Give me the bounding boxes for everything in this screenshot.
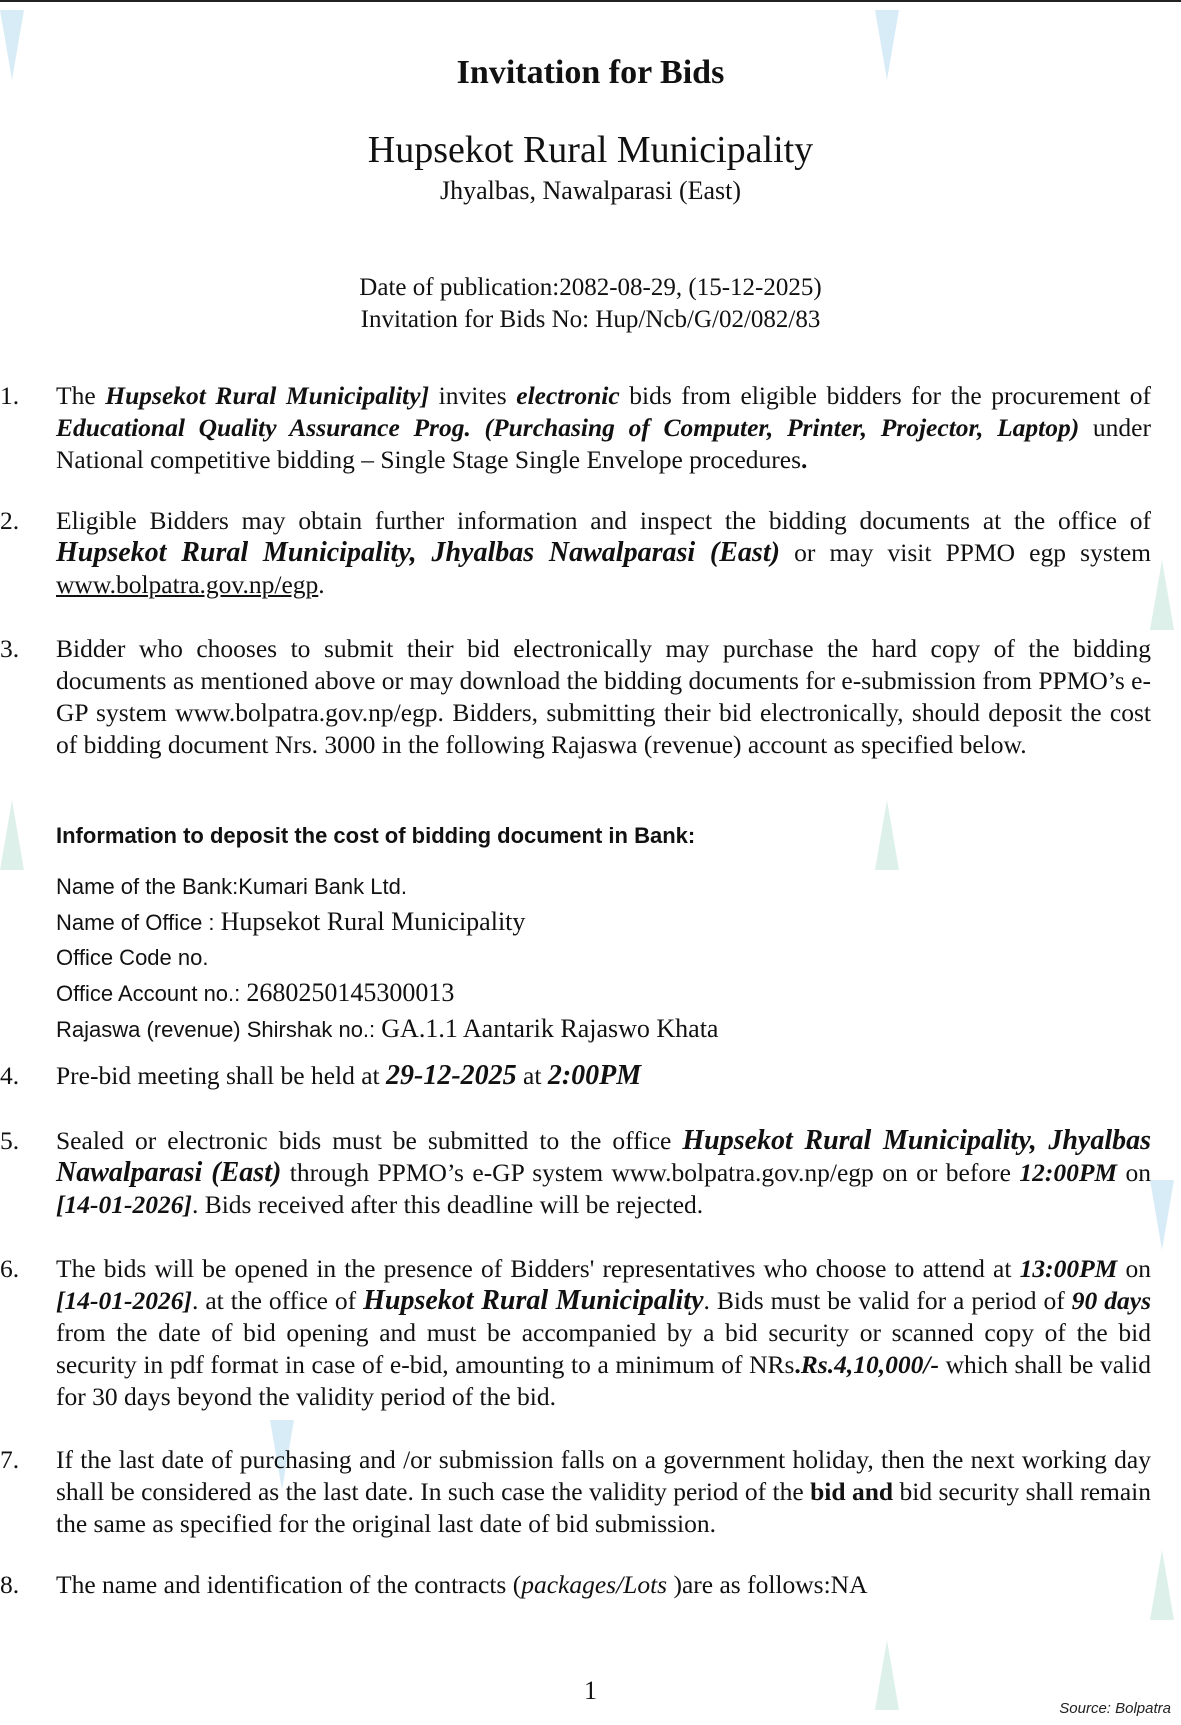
text-run: 90 days [1071,1286,1152,1315]
clause-8 [0,1569,1151,1601]
text-run: on [1117,1158,1152,1187]
office-account [56,975,1146,1011]
ifb-number: Invitation for Bids No: Hup/Ncb/G/02/082/83 [360,306,821,333]
text-run: which shall be valid for 30 days beyond the validity period of the bid. [56,1350,1151,1411]
text-run: The [56,381,106,410]
clause-text [56,1569,1151,1601]
field-value: GA.1.1 Aantarik Rajaswo Khata [381,1014,719,1043]
text-run: The bids will be opened in the presence of Bidders' representatives who choose to attend at [56,1254,1020,1283]
field-label: Office Account no.: [56,981,247,1006]
text-run: from the date of bid opening and must be accompanied by a bid security or scanned copy of the bid security in pdf format in case of e-bid, amounting to a minimum of NRs [56,1318,1151,1379]
office-code: Office Code no. [56,945,209,970]
clause-text [56,380,1151,476]
text-run: . Bids must be valid for a period of [703,1286,1072,1315]
text-run: [14-01-2026] [56,1286,192,1315]
bank-heading: Information to deposit the cost of bidding document in Bank: [56,823,696,848]
clause-number: 6. [0,1254,20,1283]
text-run: Hupsekot Rural Municipality [363,1285,704,1316]
publication-date: Date of publication:2082-08-29, (15-12-2025) [359,274,822,301]
text-run: [14-01-2026] [56,1190,192,1219]
egp-link[interactable]: www.bolpatra.gov.np/egp [56,570,319,599]
text-run: Hupsekot Rural Municipality] [105,381,430,410]
clause-number: 3. [0,634,20,663]
text-run: 13:00PM [1019,1254,1118,1283]
text-run: . [801,445,808,474]
clause-text: Bidder who chooses to submit their bid electronically may purchase the hard copy of the bidding documents as mentioned above or may download the bidding documents for e-submission from PPMO’s e-GP system www.bolpatra.gov.np/egp. Bidders, submitting their bid electronically, should deposit the cost of bidding document Nrs. 3000 in the following Rajaswa (revenue) account as specified below. [56,634,1151,759]
text-run: bids from eligible bidders for the procurement of [619,381,1152,410]
clause-number: 2. [0,506,20,535]
source-credit: Source: Bolpatra [1059,1700,1171,1717]
bank-name: Name of the Bank:Kumari Bank Ltd. [56,874,407,899]
text-run: . [794,1350,801,1379]
text-run: . Bids received after this deadline will be rejected. [191,1190,704,1219]
text-run: or may visit PPMO egp system [779,538,1151,567]
field-value: 2680250145300013 [246,978,455,1007]
clause-number: 8. [0,1570,20,1599]
field-value: Hupsekot Rural Municipality [220,907,526,936]
office-name [56,904,1146,940]
clause-text [56,505,1151,601]
page-number: 1 [584,1676,597,1705]
clause-number: 1. [0,381,20,410]
text-run: Eligible Bidders may obtain further information and inspect the bidding documents at the office of [56,506,1151,535]
clause-number: 7. [0,1445,20,1474]
text-run: at [516,1061,548,1090]
text-run: . [318,570,325,599]
text-run: on [1117,1254,1152,1283]
text-run: 12:00PM [1019,1158,1118,1187]
text-run: Rs.4,10,000/- [800,1350,939,1379]
clause-text [56,1253,1151,1413]
text-run: The name and identification of the contracts ( [56,1570,522,1599]
text-run: Pre-bid meeting shall be held at [56,1061,386,1090]
text-run: Educational Quality Assurance Prog. (Purchasing of Computer, Printer, Projector, Laptop) [56,413,1080,442]
clause-text [56,1060,1151,1092]
clause-2 [0,505,1151,601]
text-run: through PPMO’s e-GP system www.bolpatra.gov.np/egp on or before [281,1158,1020,1187]
clause-6 [0,1253,1151,1413]
rajaswa-shirshak [56,1011,1146,1047]
text-run: )are as follows:NA [673,1570,868,1599]
text-run: electronic [516,381,620,410]
clause-7 [0,1444,1151,1540]
clause-number: 4. [0,1061,20,1090]
clause-5 [0,1125,1151,1221]
clause-1 [0,380,1151,476]
organization-name: Hupsekot Rural Municipality [367,129,814,171]
clause-number: 5. [0,1126,20,1155]
clause-text [56,1125,1151,1221]
document-title: Invitation for Bids [456,54,725,91]
field-label: Name of Office : [56,910,221,935]
text-run: packages/Lots [521,1570,674,1599]
clause-3 [0,633,1151,761]
field-label: Rajaswa (revenue) Shirshak no.: [56,1017,382,1042]
organization-location: Jhyalbas, Nawalparasi (East) [439,176,742,205]
publication-block [0,272,1181,336]
text-run: bid and [810,1477,894,1506]
clause-text [56,1444,1151,1540]
text-run: . at the office of [191,1286,364,1315]
text-run: under National competitive bidding – Single Stage Single Envelope procedures [56,413,1151,474]
text-run: Sealed or electronic bids must be submitted to the office [56,1126,683,1155]
text-run: If the last date of purchasing and /or submission falls on a government holiday, then the next working day shall be considered as the last date. In such case the validity period of the [56,1445,1151,1506]
text-run: 2:00PM [547,1060,642,1091]
text-run: Hupsekot Rural Municipality, Jhyalbas Nawalparasi (East) [56,1125,1151,1188]
text-run: bid security shall remain the same as specified for the original last date of bid submission. [56,1477,1152,1538]
text-run: invites [429,381,517,410]
bank-information [56,823,1146,1047]
text-run: 29-12-2025 [386,1060,517,1091]
clause-4 [0,1060,1151,1092]
text-run: Hupsekot Rural Municipality, Jhyalbas Nawalparasi (East) [56,537,780,568]
